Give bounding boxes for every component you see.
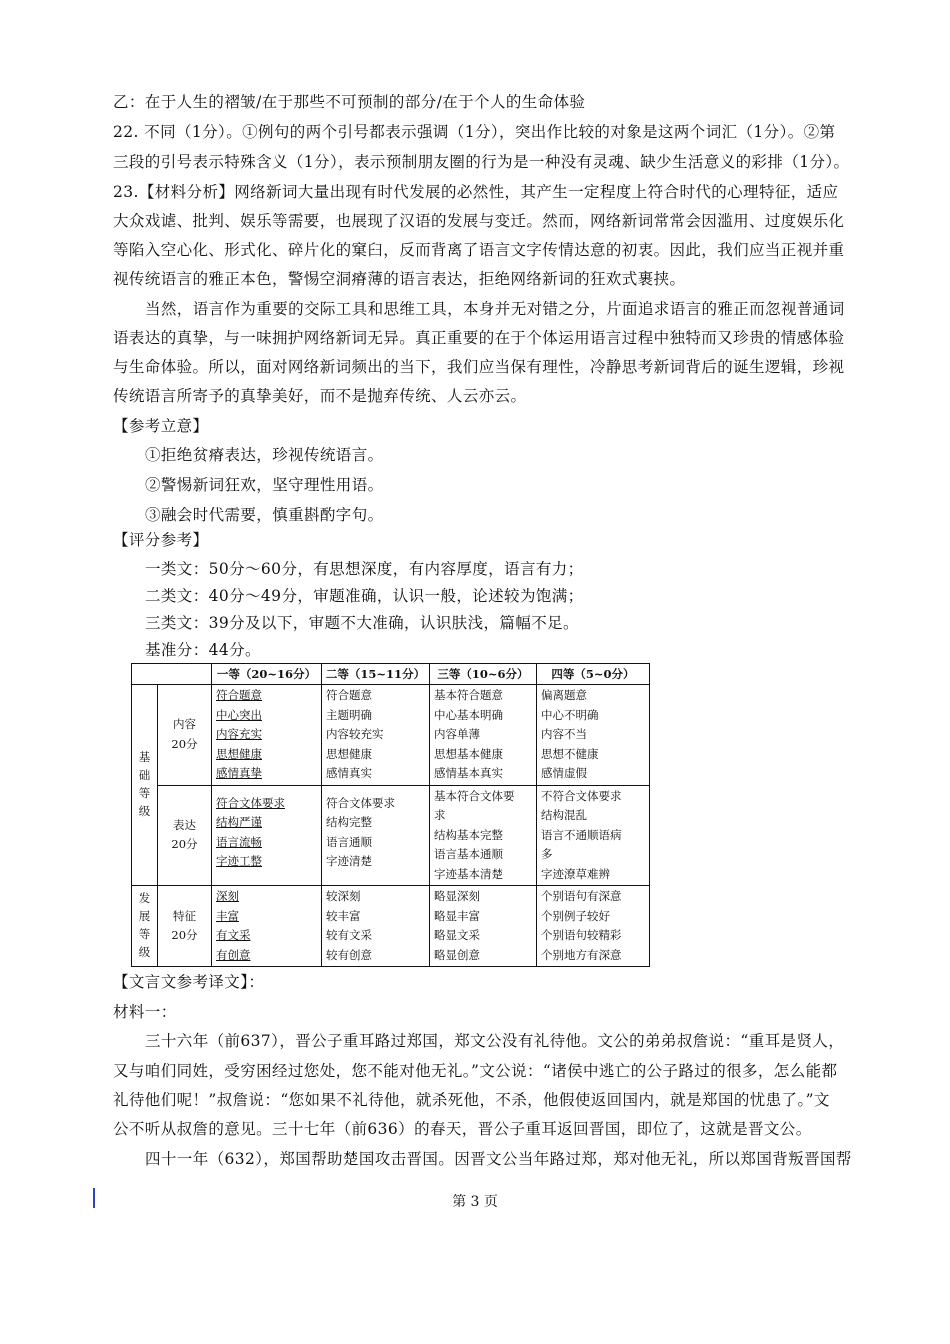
answer-line: 传统语言所寄予的真挚美好，而不是抛弃传统、人云亦云。 [113,387,527,405]
table-cell: 深刻 丰富 有文采 有创意 [212,886,322,967]
translation-line: 公不听从叔詹的意见。三十七年（前636）的春天，晋公子重耳返回晋国，即位了，这就是晋文公。 [113,1120,812,1138]
table-cell: 基本符合题意 中心基本明确 内容单薄 思想基本健康 感情基本真实 [430,685,537,786]
answer-line: 等陷入空心化、形式化、碎片化的窠臼，反而背离了语言文字传情达意的初衷。因此，我们应当正视并重 [113,241,845,259]
table-cell: 符合题意 主题明确 内容较充实 思想健康 感情真实 [322,685,430,786]
answer-line: 当然，语言作为重要的交际工具和思维工具，本身并无对错之分，片面追求语言的雅正而忽视普通词 [145,300,845,318]
table-header: 三等（10~6分） [430,664,537,685]
table-cell: 符合文体要求 结构严谨 语言流畅 字迹工整 [212,785,322,886]
answer-line: 乙：在于人生的褶皱/在于那些不可预制的部分/在于个人的生命体验 [113,93,586,111]
group-label: 基础等级 [132,685,158,886]
row-label: 表达 20分 [158,785,212,886]
section-heading: 【评分参考】 [113,531,209,549]
section-heading: 【文言文参考译文】： [113,973,265,991]
page-number: 第 3 页 [452,1194,498,1210]
translation-line: 四十一年（632），郑国帮助楚国攻击晋国。因晋文公当年路过郑，郑对他无礼，所以郑国背叛晋国帮 [145,1150,852,1168]
theme-item: ②警惕新词狂欢，坚守理性用语。 [145,476,384,494]
table-cell: 符合文体要求 结构完整 语言通顺 字迹清楚 [322,785,430,886]
answer-line: 与生命体验。所以，面对网络新词频出的当下，我们应当保有理性，冷静思考新词背后的诞生逻辑，珍视 [113,358,845,376]
section-heading: 【参考立意】 [113,417,209,435]
answer-line: 视传统语言的雅正本色，警惕空洞瘠薄的语言表达，拒绝网络新词的狂欢式裹挟。 [113,270,686,288]
translation-label: 材料一： [113,1003,177,1021]
row-label: 特征 20分 [158,886,212,967]
theme-item: ③融会时代需要，慎重斟酌字句。 [145,506,384,524]
table-cell: 偏离题意 中心不明确 内容不当 思想不健康 感情虚假 [537,685,650,786]
answer-line: 语表达的真挚，与一味拥护网络新词无异。真正重要的在于个体运用语言过程中独特而又珍贵的情感体验 [113,329,845,347]
translation-line: 礼待他们呢！”叔詹说：“您如果不礼待他，就杀死他，不杀，他假使返回国内，就是郑国的忧患了。”文 [113,1091,830,1109]
table-cell: 不符合文体要求 结构混乱 语言不通顺语病 多 字迹潦草难辨 [537,785,650,886]
translation-line: 又与咱们同姓，受穷困经过您处，您不能对他无礼。”文公说：“诸侯中逃亡的公子路过的很多，怎么能都 [113,1062,838,1080]
grade-item: 三类文：39分及以下，审题不大准确，认识肤浅，篇幅不足。 [145,614,579,632]
answer-line: 23.【材料分析】网络新词大量出现有时代发展的必然性，其产生一定程度上符合时代的心理特征，适应 [113,183,839,201]
table-cell: 略显深刻 略显丰富 略显文采 略显创意 [430,886,537,967]
table-cell: 个别语句有深意 个别例子较好 个别语句较精彩 个别地方有深意 [537,886,650,967]
table-header: 四等（5~0分） [537,664,650,685]
group-label: 发展等级 [132,886,158,967]
table-header: 二等（15~11分） [322,664,430,685]
translation-line: 三十六年（前637），晋公子重耳路过郑国，郑文公没有礼待他。文公的弟弟叔詹说：“重耳是贤人， [145,1032,845,1050]
answer-line: 大众戏谑、批判、娱乐等需要，也展现了汉语的发展与变迁。然而，网络新词常常会因滥用、过度娱乐化 [113,212,845,230]
table-cell: 基本符合文体要 求 结构基本完整 语言基本通顺 字迹基本清楚 [430,785,537,886]
grade-item: 一类文：50分～60分，有思想深度，有内容厚度，语言有力； [145,560,584,578]
table-header: 一等（20~16分） [212,664,322,685]
row-label: 内容 20分 [158,685,212,786]
answer-line: 22. 不同（1分）。①例句的两个引号都表示强调（1分），突出作比较的对象是这两个词汇（1分）。②第 [113,123,836,141]
grade-item: 二类文：40分～49分，审题准确，认识一般，论述较为饱满； [145,587,584,605]
table-cell: 符合题意 中心突出 内容充实 思想健康 感情真挚 [212,685,322,786]
grade-item: 基准分：44分。 [145,641,261,659]
answer-line: 三段的引号表示特殊含义（1分），表示预制朋友圈的行为是一种没有灵魂、缺少生活意义的彩排（1分）。 [113,153,850,171]
scoring-table [131,663,650,967]
theme-item: ①拒绝贫瘠表达，珍视传统语言。 [145,446,384,464]
table-corner [132,664,212,685]
table-cell: 较深刻 较丰富 较有文采 较有创意 [322,886,430,967]
